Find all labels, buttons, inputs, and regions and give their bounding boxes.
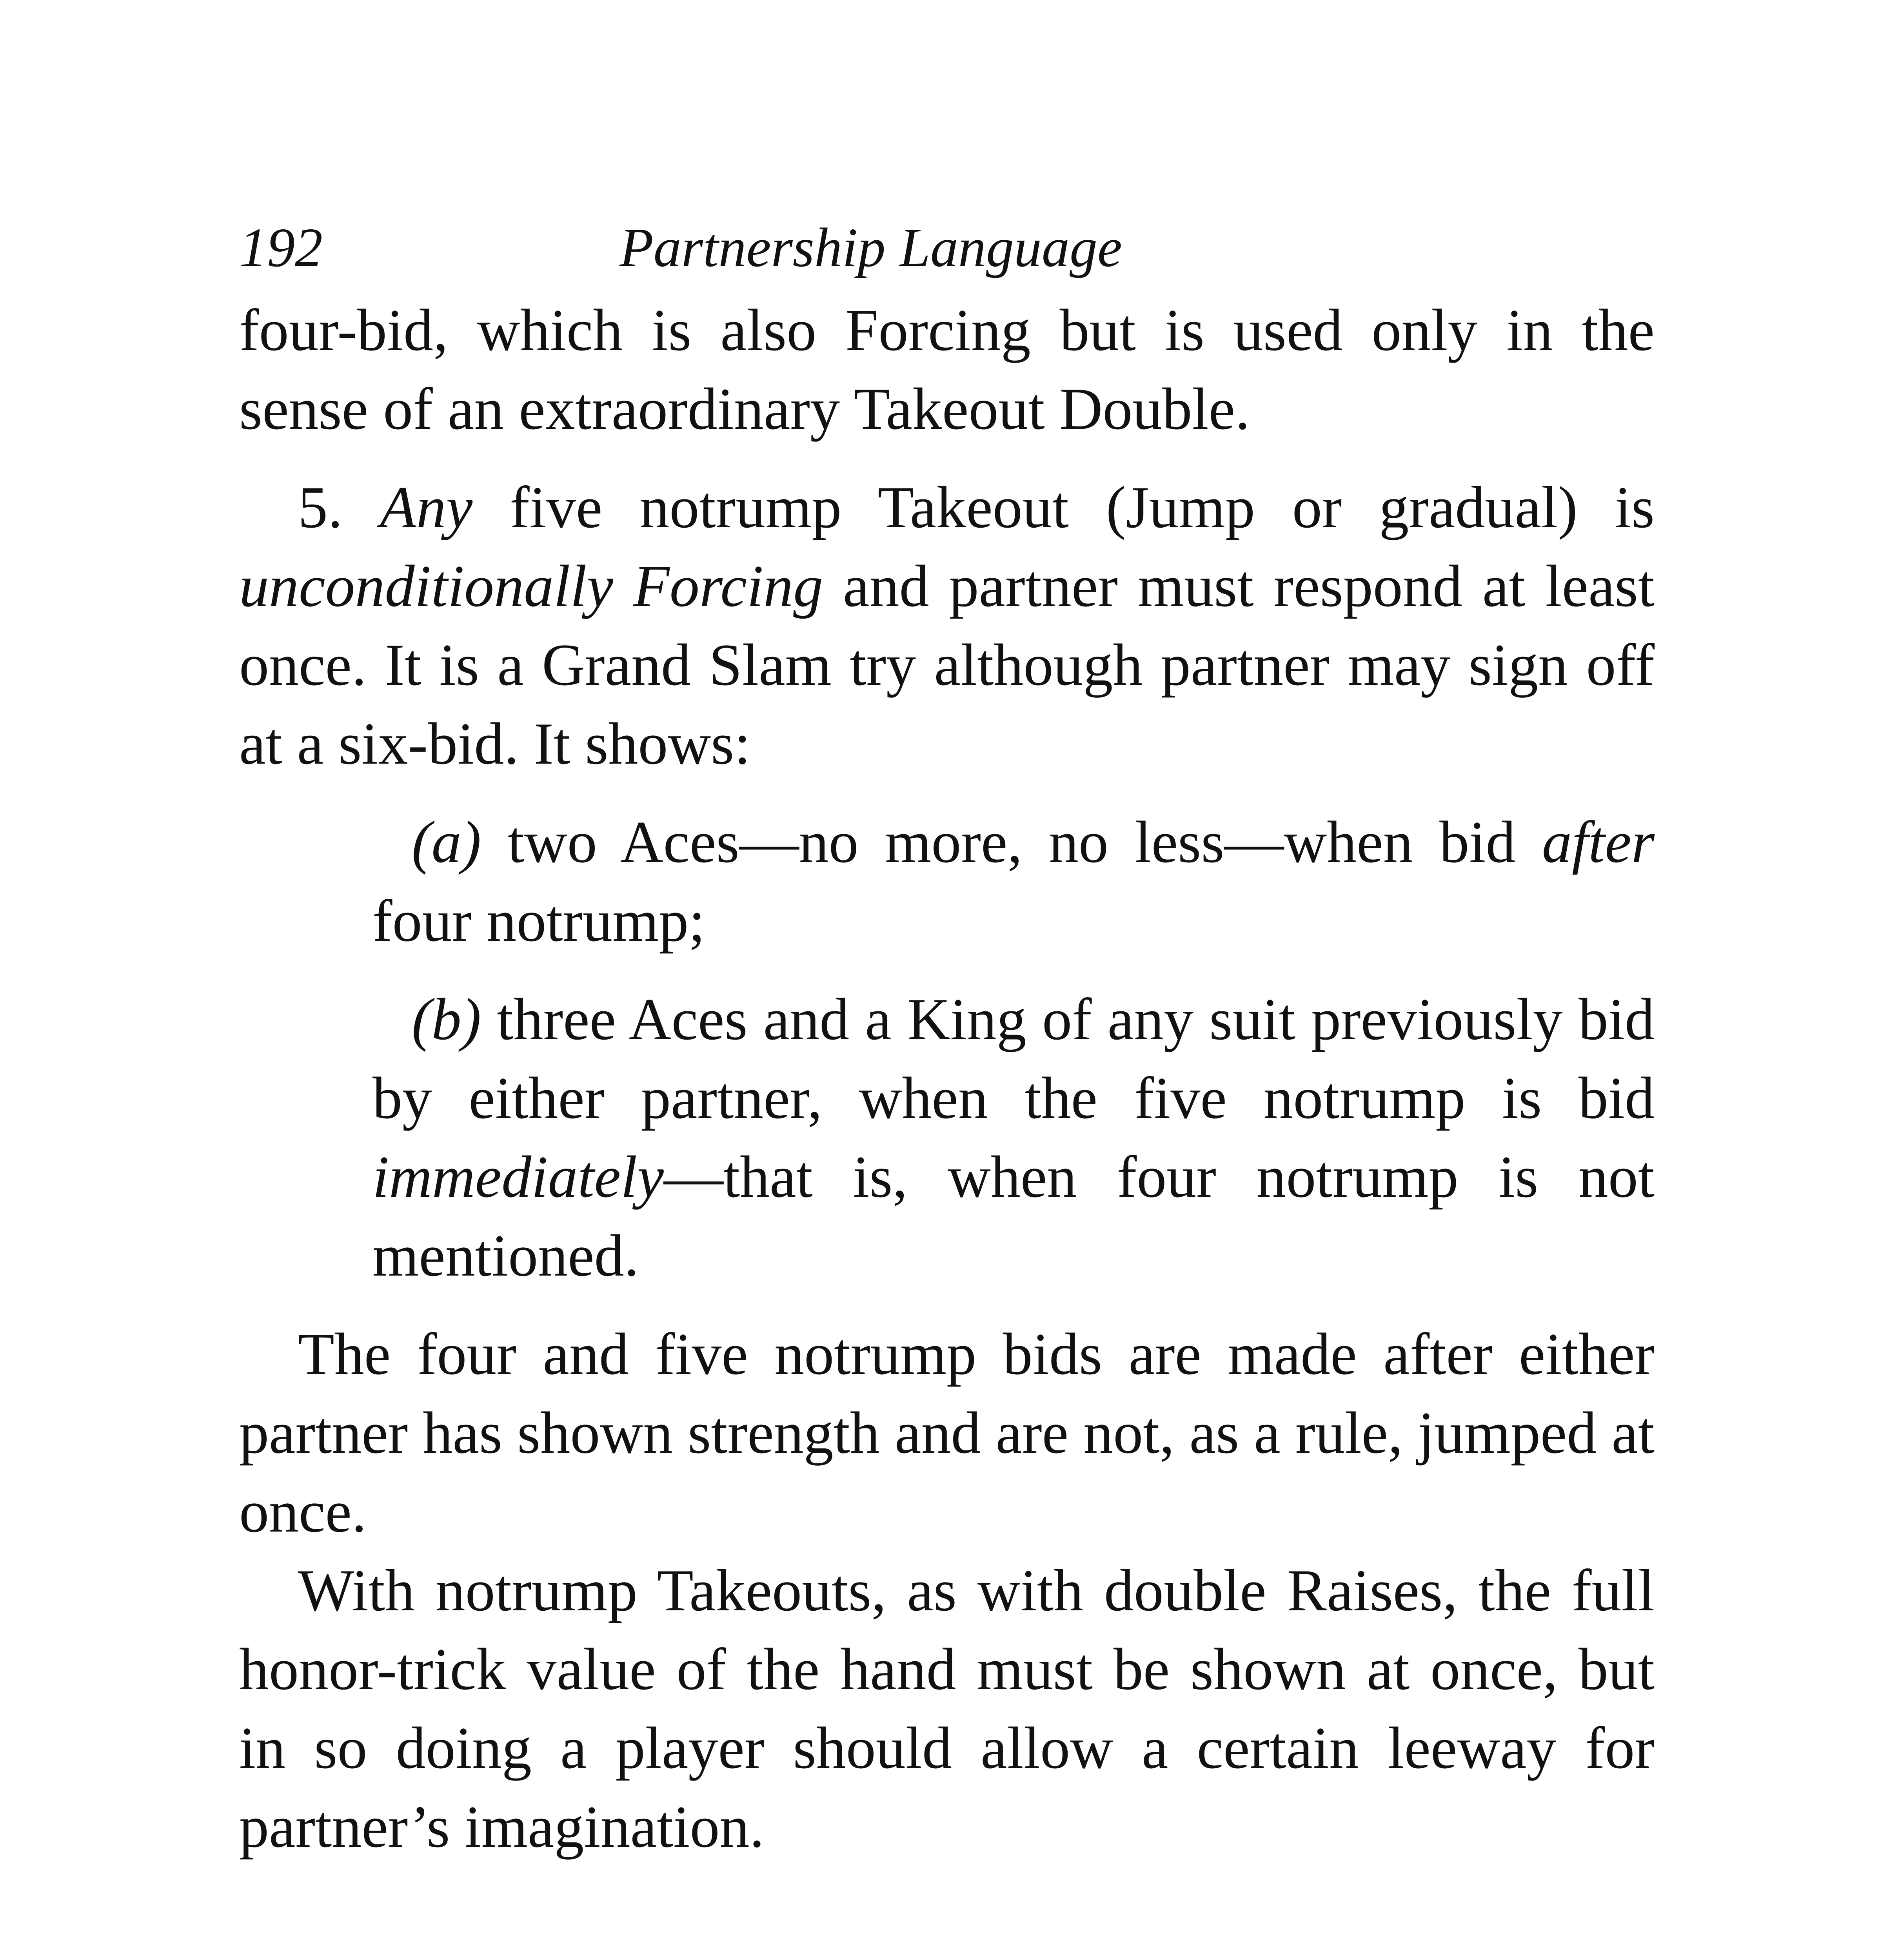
item-5-text-a: five notrump Takeout (Jump or gradual) is <box>510 474 1655 540</box>
item-5-emphasis: unconditionally Forcing <box>239 553 823 619</box>
sub-item-a <box>372 803 1655 960</box>
notrump-takeouts-paragraph: With notrump Takeouts, as with double Raises, the full honor-trick value of the hand must be shown at once, but in so doing a player should allow a certain leeway for partner’s imagination. <box>239 1557 1655 1860</box>
sub-item-a-emphasis: after <box>1542 809 1655 875</box>
sub-item-b-text-b: —that is, when four notrump is not mentioned. <box>372 1144 1655 1289</box>
running-title: Partnership Language <box>619 216 1122 278</box>
item-5-any: Any <box>380 474 473 540</box>
page-number: 192 <box>239 216 323 278</box>
book-page <box>239 216 1655 1960</box>
sub-item-b <box>372 980 1655 1295</box>
sub-item-a-text-b: four notrump; <box>372 888 705 954</box>
sub-item-b-text-a: three Aces and a King of any suit previously bid by either partner, when the five notrump is bid <box>372 986 1655 1131</box>
continuation-paragraph: four-bid, which is also Forcing but is used only in the sense of an extraordinary Takeout Double. <box>239 297 1655 442</box>
item-5-paragraph <box>239 468 1655 783</box>
sub-item-b-label: (b) <box>412 986 481 1052</box>
sub-item-a-label: (a) <box>412 809 481 875</box>
sub-item-a-text-a: two Aces—no more, no less—when bid <box>507 809 1516 875</box>
item-5-number: 5. <box>298 474 343 540</box>
four-five-notrump-paragraph: The four and five notrump bids are made after either partner has shown strength and are not, as a rule, jumped at once. <box>239 1321 1655 1544</box>
sub-item-b-emphasis: immediately <box>372 1144 664 1210</box>
item-5-text-b: and partner must respond at least once. It is a Grand Slam try although partner may sign off at a six-bid. It shows: <box>239 553 1655 777</box>
running-head <box>239 216 1655 278</box>
